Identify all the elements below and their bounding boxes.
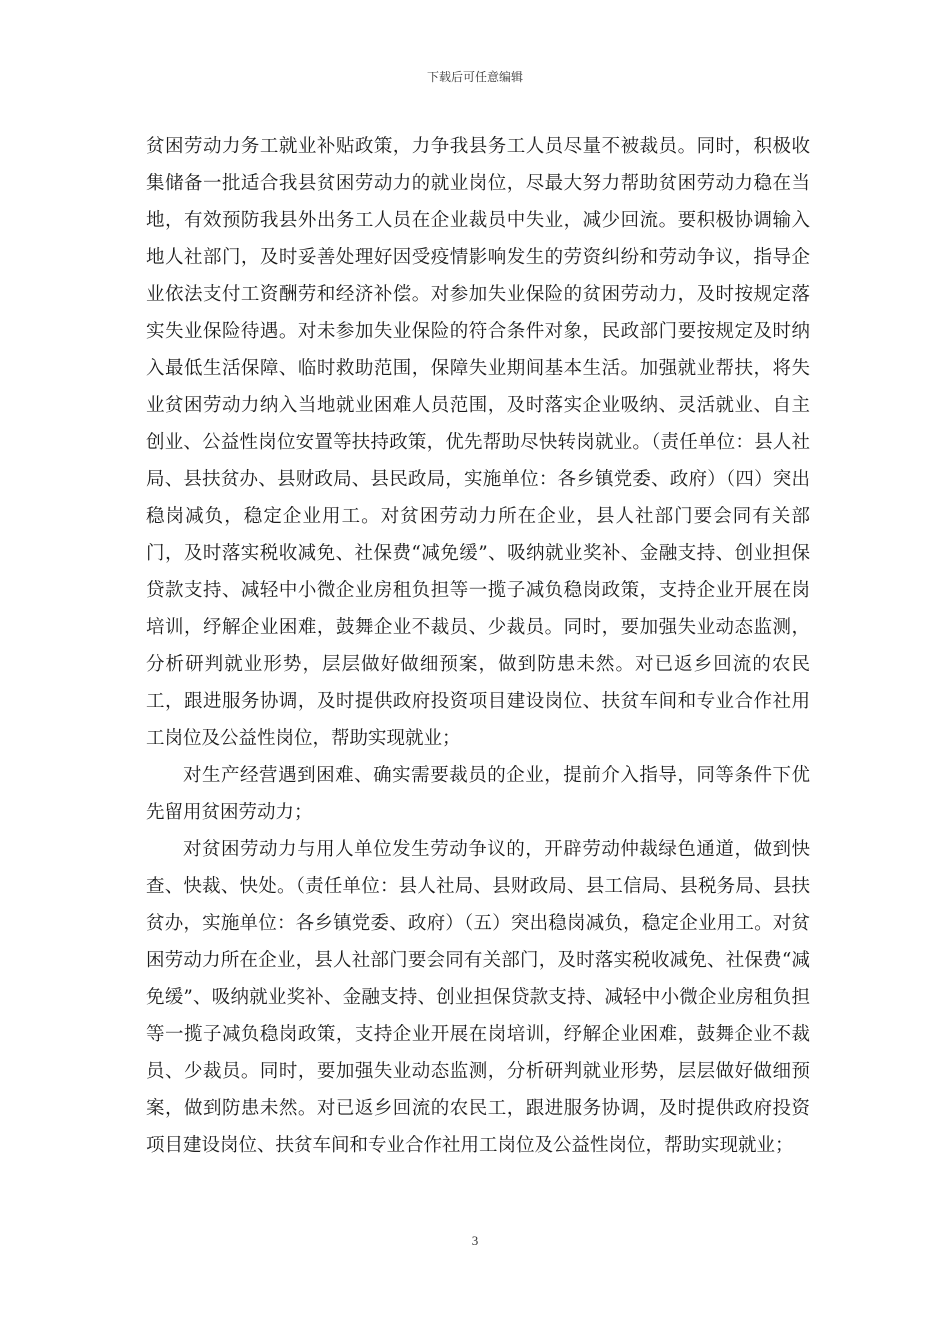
paragraph-3: 对贫困劳动力与用人单位发生劳动争议的，开辟劳动仲裁绿色通道，做到快查、快裁、快处。（责任单位：县人社局、县财政局、县工信局、县税务局、县扶贫办，实施单位：各乡镇党委、政府）（五）突出稳岗减负，稳定企业用工。对贫困劳动力所在企业，县人社部门要会同有关部门，及时落实税收减免、社保费“减免缓”、吸纳就业奖补、金融支持、创业担保贷款支持、减轻中小微企业房租负担等一揽子减负稳岗政策，支持企业开展在岗培训，纾解企业困难，鼓舞企业不裁员、少裁员。同时，要加强失业动态监测，分析研判就业形势，层层做好做细预案，做到防患未然。对已返乡回流的农民工，跟进服务协调，及时提供政府投资项目建设岗位、扶贫车间和专业合作社用工岗位及公益性岗位，帮助实现就业； — [146, 839, 810, 1156]
document-body — [146, 128, 810, 1164]
page-number: 3 — [471, 1233, 479, 1248]
paragraph-2: 对生产经营遇到困难、确实需要裁员的企业，提前介入指导，同等条件下优先留用贫困劳动力； — [146, 765, 810, 823]
page-header: 下载后可任意编辑 — [426, 70, 523, 84]
paragraph-1: 贫困劳动力务工就业补贴政策，力争我县务工人员尽量不被裁员。同时，积极收集储备一批适合我县贫困劳动力的就业岗位，尽最大努力帮助贫困劳动力稳在当地，有效预防我县外出务工人员在企业裁员中失业，减少回流。要积极协调输入地人社部门，及时妥善处理好因受疫情影响发生的劳资纠纷和劳动争议，指导企业依法支付工资酬劳和经济补偿。对参加失业保险的贫困劳动力，及时按规定落实失业保险待遇。对未参加失业保险的符合条件对象，民政部门要按规定及时纳入最低生活保障、临时救助范围，保障失业期间基本生活。加强就业帮扶，将失业贫困劳动力纳入当地就业困难人员范围，及时落实企业吸纳、灵活就业、自主创业、公益性岗位安置等扶持政策，优先帮助尽快转岗就业。（责任单位：县人社局、县扶贫办、县财政局、县民政局，实施单位：各乡镇党委、政府）（四）突出稳岗减负，稳定企业用工。对贫困劳动力所在企业，县人社部门要会同有关部门，及时落实税收减免、社保费“减免缓”、吸纳就业奖补、金融支持、创业担保贷款支持、减轻中小微企业房租负担等一揽子减负稳岗政策，支持企业开展在岗培训，纾解企业困难，鼓舞企业不裁员、少裁员。同时，要加强失业动态监测，分析研判就业形势，层层做好做细预案，做到防患未然。对已返乡回流的农民工，跟进服务协调，及时提供政府投资项目建设岗位、扶贫车间和专业合作社用工岗位及公益性岗位，帮助实现就业； — [146, 136, 810, 749]
